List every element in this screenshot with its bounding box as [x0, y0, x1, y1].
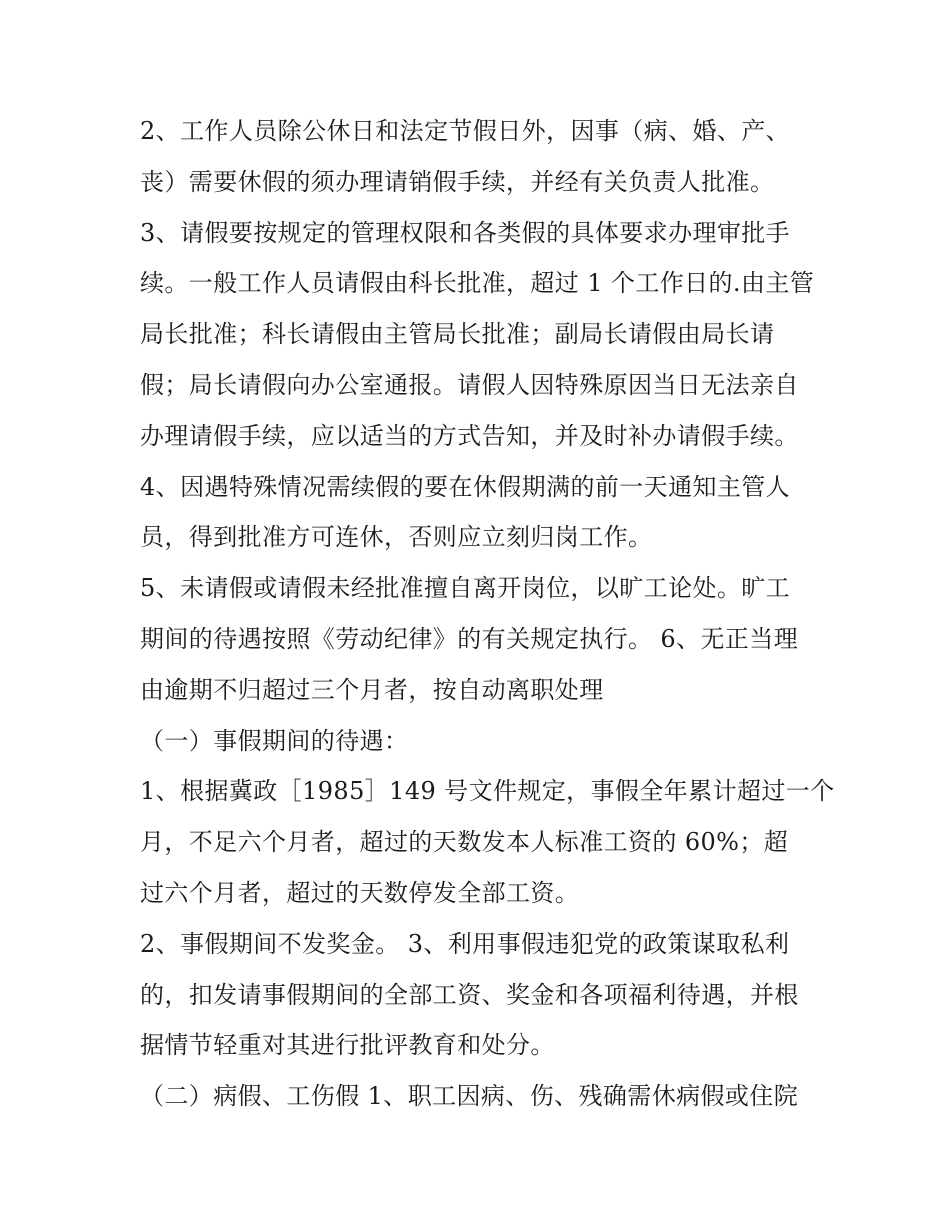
text-line: 月，不足六个月者，超过的天数发本人标准工资的 60%；超 [140, 828, 789, 857]
text-line: 3、请假要按规定的管理权限和各类假的具体要求办理审批手 [140, 218, 791, 247]
text-line: 过六个月者，超过的天数停发全部工资。 [140, 878, 580, 907]
text-line: 2、工作人员除公休日和法定节假日外，因事（病、婚、产、 [140, 117, 791, 145]
section-heading: （二）病假、工伤假 1、职工因病、伤、残确需休病假或住院 [140, 1082, 799, 1111]
text-line: 2、事假期间不发奖金。 3、利用事假违犯党的政策谋取私利 [140, 929, 790, 958]
text-line: 假；局长请假向办公室通报。请假人因特殊原因当日无法亲自 [140, 370, 799, 399]
text-line: 由逾期不归超过三个月者，按自动离职处理 [140, 675, 604, 704]
text-line: 1、根据冀政［1985］149 号文件规定，事假全年累计超过一个 [140, 777, 835, 806]
text-line: 5、未请假或请假未经批准擅自离开岗位，以旷工论处。旷工 [140, 574, 791, 603]
text-line: 4、因遇特殊情况需续假的要在休假期满的前一天通知主管人 [140, 472, 791, 501]
document-body [140, 106, 835, 1122]
text-line: 丧）需要休假的须办理请销假手续，并经有关负责人批准。 [140, 167, 775, 196]
text-line: 员，得到批准方可连休，否则应立刻归岗工作。 [140, 523, 653, 552]
text-line: 期间的待遇按照《劳动纪律》的有关规定执行。 6、无正当理 [140, 624, 799, 653]
text-line: 办理请假手续，应以适当的方式告知，并及时补办请假手续。 [140, 421, 799, 450]
text-line: 续。一般工作人员请假由科长批准，超过 1 个工作日的.由主管 [140, 269, 815, 298]
text-line: 据情节轻重对其进行批评教育和处分。 [140, 1031, 555, 1060]
text-line: 的，扣发请事假期间的全部工资、奖金和各项福利待遇，并根 [140, 980, 799, 1009]
section-heading: （一）事假期间的待遇： [140, 726, 409, 755]
text-line: 局长批准；科长请假由主管局长批准；副局长请假由局长请 [140, 320, 775, 349]
